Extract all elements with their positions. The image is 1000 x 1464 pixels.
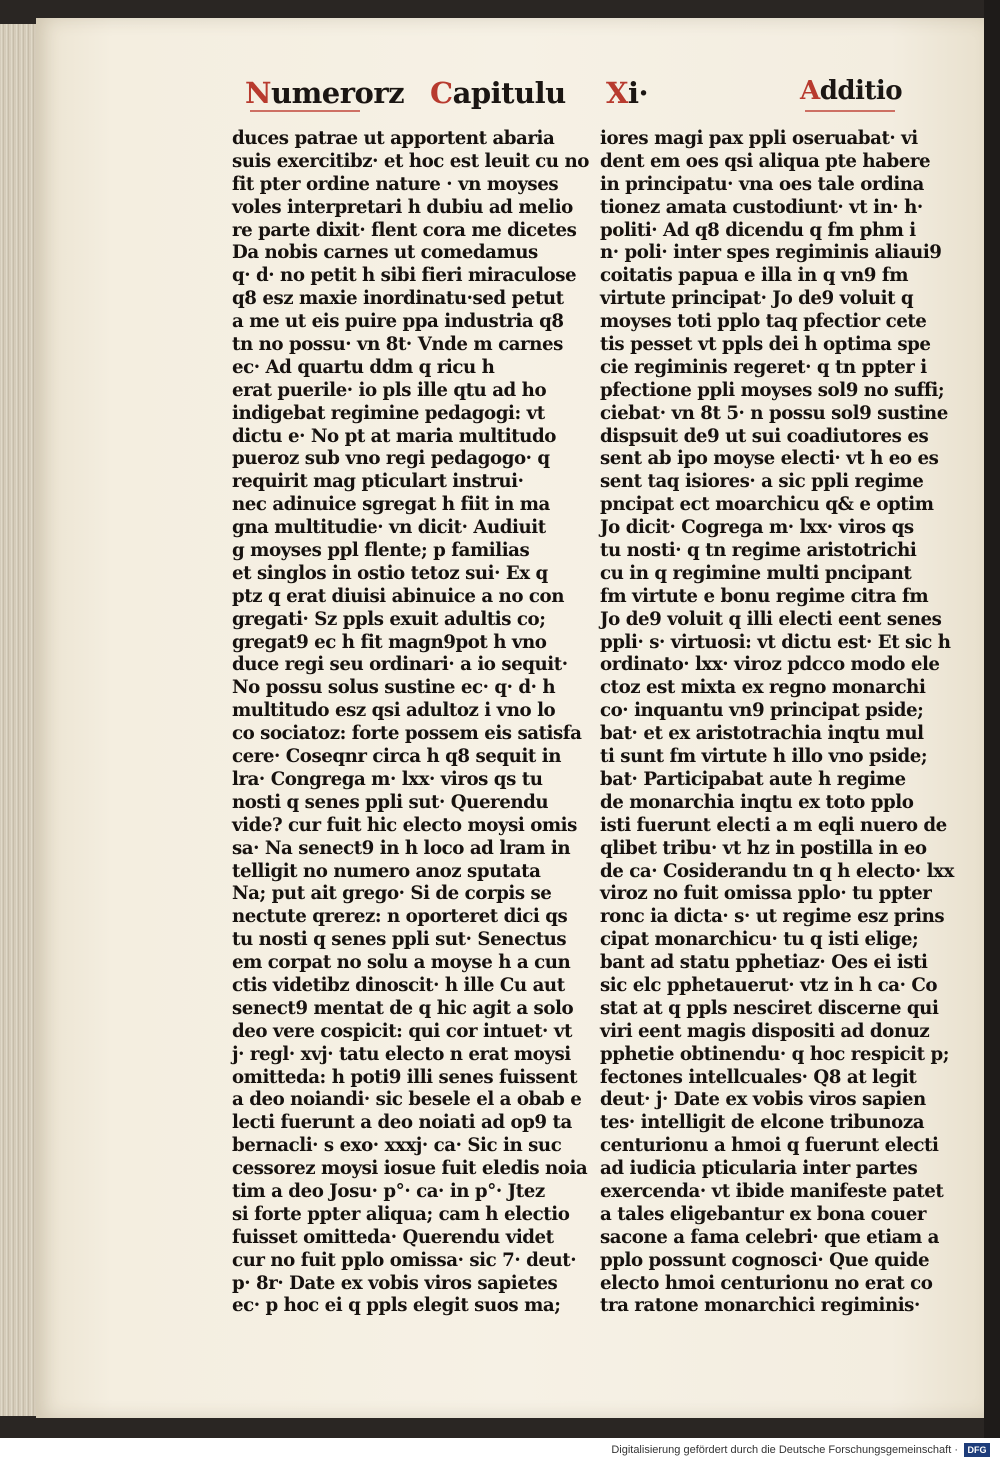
text-line: virtute principat· Jo de9 voluit q <box>600 288 914 310</box>
text-line: a deo noiandi· sic besele el a obab e <box>232 1089 582 1111</box>
text-line: et singlos in ostio tetoz sui· Ex q <box>232 562 548 584</box>
text-line: fit pter ordine nature · vn moyses <box>232 173 559 195</box>
text-line: ronc ia dicta· s· ut regime esz prins <box>600 906 945 928</box>
text-line: ec· Ad quartu ddm q ricu h <box>232 356 495 378</box>
text-line: Jo de9 voluit q illi electi eent senes <box>600 608 942 630</box>
text-line: vide? cur fuit hic electo moysi omis <box>232 814 577 836</box>
text-line: in principatu· vna oes tale ordina <box>600 173 924 195</box>
text-line: dispsuit de9 ut sui coadiutores es <box>600 425 929 447</box>
text-line: bat· Participabat aute h regime <box>600 768 906 790</box>
footer-bar <box>0 1438 1000 1464</box>
header-book-title: Numerorz <box>245 76 405 110</box>
text-line: q8 esz maxie inordinatu·sed petut <box>232 288 564 310</box>
text-line: sa· Na senect9 in h loco ad lram in <box>232 837 571 859</box>
text-line: bernacli· s exo· xxxj· ca· Sic in suc <box>232 1135 562 1157</box>
text-line: cu in q regimine multi pncipant <box>600 562 912 584</box>
text-line: ad iudicia pticularia inter partes <box>600 1158 918 1180</box>
text-line: j· regl· xvj· tatu electo n erat moysi <box>232 1043 571 1065</box>
header-additio-label: Additio <box>800 76 903 106</box>
text-line: nosti q senes ppli sut· Querendu <box>232 791 549 813</box>
page-stack-edge <box>0 24 41 1416</box>
text-line: tra ratone monarchici regiminis· <box>600 1295 920 1317</box>
text-line: suis exercitibz· et hoc est leuit cu no <box>232 150 589 172</box>
text-line: electo hmoi centurionu no erat co <box>600 1272 933 1294</box>
text-line: centurionu a hmoi q fuerunt electi <box>600 1135 939 1157</box>
text-line: deo vere cospicit: qui cor intuet· vt <box>232 1020 572 1042</box>
text-line: lecti fuerunt a deo noiati ad op9 ta <box>232 1112 572 1134</box>
text-line: ctis videtibz dinoscit· h ille Cu aut <box>232 974 565 996</box>
text-line: nec adinuice sgregat h fiit in ma <box>232 494 550 516</box>
text-line: Da nobis carnes ut comedamus <box>232 242 538 264</box>
text-line: cere· Coseqnr circa h q8 sequit in <box>232 746 561 768</box>
text-line: gna multitudie· vn dicit· Audiuit <box>232 517 546 539</box>
text-column-left <box>232 128 589 1318</box>
text-line: si forte ppter aliqua; cam h electio <box>232 1203 570 1225</box>
text-line: tes· intelligit de elcone tribunoza <box>600 1112 925 1134</box>
funding-credit: Digitalisierung gefördert durch die Deutsche Forschungsgemeinschaft · <box>611 1444 958 1456</box>
text-line: politi· Ad q8 dicendu q fm phm i <box>600 219 916 241</box>
text-line: requirit mag pticulart instrui· <box>232 471 524 493</box>
text-line: fm virtute e bonu regime citra fm <box>600 585 929 607</box>
text-line: p· 8r· Date ex vobis viros sapietes <box>232 1272 558 1294</box>
text-line: pncipat ect moarchicu q& e optim <box>600 494 934 516</box>
text-line: lra· Congrega m· lxx· viros qs tu <box>232 768 543 790</box>
text-line: duces patrae ut apportent abaria <box>232 128 555 149</box>
text-line: g moyses ppl flente; p familias <box>232 540 530 562</box>
dfg-logo: DFG <box>964 1443 990 1457</box>
text-line: cipat monarchicu· tu q isti elige; <box>600 929 919 951</box>
text-line: bant ad statu pphetiaz· Oes ei isti <box>600 952 928 974</box>
text-line: ti sunt fm virtute h illo vno pside; <box>600 746 928 768</box>
text-line: ordinato· lxx· viroz pdcco modo ele <box>600 654 940 676</box>
text-line: ptz q erat diuisi abinuice a no con <box>232 585 564 607</box>
text-column-right <box>600 128 954 1318</box>
text-line: cie regiminis regeret· q tn ppter i <box>600 356 927 378</box>
text-line: deut· j· Date ex vobis viros sapien <box>600 1089 926 1111</box>
text-line: tionez amata custodiunt· vt in· h· <box>600 196 923 218</box>
text-line: ciebat· vn 8t 5· n possu sol9 sustine <box>600 402 948 424</box>
text-line: ec· p hoc ei q ppls elegit suos ma; <box>232 1295 561 1317</box>
text-line: tis pesset vt ppls dei h optima spe <box>600 334 931 356</box>
text-line: erat puerile· io pls ille qtu ad ho <box>232 379 547 401</box>
text-line: iores magi pax ppli oseruabat· vi <box>600 128 918 149</box>
rubric-underline <box>250 110 360 112</box>
text-line: No possu solus sustine ec· q· d· h <box>232 677 556 699</box>
text-line: bat· et ex aristotrachia inqtu mul <box>600 723 924 745</box>
text-line: de ca· Cosiderandu tn q h electo· lxx <box>600 860 954 882</box>
text-line: a me ut eis puire ppa industria q8 <box>232 311 564 333</box>
text-line: pphetie obtinendu· q hoc respicit p; <box>600 1043 949 1065</box>
text-line: ctoz est mixta ex regno monarchi <box>600 677 926 699</box>
text-line: sic elc pphetauerut· vtz in h ca· Co <box>600 974 938 996</box>
text-line: senect9 mentat de q hic agit a solo <box>232 997 574 1019</box>
text-line: telligit no numero anoz sputata <box>232 860 541 882</box>
text-line: viroz no fuit omissa pplo· tu ppter <box>600 883 932 905</box>
text-line: tu nosti q senes ppli sut· Senectus <box>232 929 567 951</box>
text-line: tim a deo Josu· p°· ca· in p°· Jtez <box>232 1180 545 1202</box>
text-line: Jo dicit· Cogrega m· lxx· viros qs <box>600 517 914 539</box>
text-line: fuisset omitteda· Querendu videt <box>232 1226 554 1248</box>
text-line: dictu e· No pt at maria multitudo <box>232 425 556 447</box>
text-line: moyses toti pplo taq pfectior cete <box>600 311 927 333</box>
text-line: em corpat no solu a moyse h a cun <box>232 952 571 974</box>
text-line: exercenda· vt ibide manifeste patet <box>600 1180 944 1202</box>
text-line: gregati· Sz ppls exuit adultis co; <box>232 608 546 630</box>
running-header <box>0 72 1000 116</box>
text-line: sacone a fama celebri· que etiam a <box>600 1226 940 1248</box>
text-line: de monarchia inqtu ex toto pplo <box>600 791 914 813</box>
scan-border <box>984 0 1000 1464</box>
header-chapter-number: Xi· <box>606 76 649 110</box>
text-line: pueroz sub vno regi pedagogo· q <box>232 448 550 470</box>
text-line: co· inquantu vn9 principat pside; <box>600 700 924 722</box>
text-line: a tales eligebantur ex bona couer <box>600 1203 926 1225</box>
text-line: re parte dixit· flent cora me dicetes <box>232 219 577 241</box>
text-line: coitatis papua e illa in q vn9 fm <box>600 265 908 287</box>
text-line: multitudo esz qsi adultoz i vno lo <box>232 700 556 722</box>
text-line: fectones intellcuales· Q8 at legit <box>600 1066 917 1088</box>
text-line: qlibet tribu· vt hz in postilla in eo <box>600 837 927 859</box>
text-line: duce regi seu ordinari· a io sequit· <box>232 654 568 676</box>
text-line: co sociatoz: forte possem eis satisfa <box>232 723 582 745</box>
text-line: q· d· no petit h sibi fieri miraculose <box>232 265 577 287</box>
text-line: n· poli· inter spes regiminis aliaui9 <box>600 242 942 264</box>
text-line: sent ab ipo moyse electi· vt h eo es <box>600 448 939 470</box>
text-line: Na; put ait grego· Si de corpis se <box>232 883 552 905</box>
text-line: indigebat regimine pedagogi: vt <box>232 402 545 424</box>
text-line: cur no fuit pplo omissa· sic 7· deut· <box>232 1249 577 1271</box>
text-line: voles interpretari h dubiu ad melio <box>232 196 573 218</box>
text-line: sent taq isiores· a sic ppli regime <box>600 471 924 493</box>
text-line: viri eent magis dispositi ad donuz <box>600 1020 930 1042</box>
text-line: isti fuerunt electi a m eqli nuero de <box>600 814 947 836</box>
text-line: cessorez moysi iosue fuit eledis noia <box>232 1158 588 1180</box>
text-line: gregat9 ec h fit magn9pot h vno <box>232 631 547 653</box>
text-line: nectute qrerez: n oporteret dici qs <box>232 906 568 928</box>
text-line: pfectione ppli moyses sol9 no suffi; <box>600 379 945 401</box>
text-line: pplo possunt cognosci· Que quide <box>600 1249 930 1271</box>
text-line: dent em oes qsi aliqua pte habere <box>600 150 931 172</box>
header-chapter-label: Capitulu <box>430 76 566 110</box>
text-line: tn no possu· vn 8t· Vnde m carnes <box>232 334 563 356</box>
rubric-underline <box>805 110 895 112</box>
text-line: ppli· s· virtuosi: vt dictu est· Et sic h <box>600 631 951 653</box>
text-line: omitteda: h poti9 illi senes fuissent <box>232 1066 578 1088</box>
text-line: stat at q ppls nesciret discerne qui <box>600 997 939 1019</box>
text-line: tu nosti· q tn regime aristotrichi <box>600 540 917 562</box>
